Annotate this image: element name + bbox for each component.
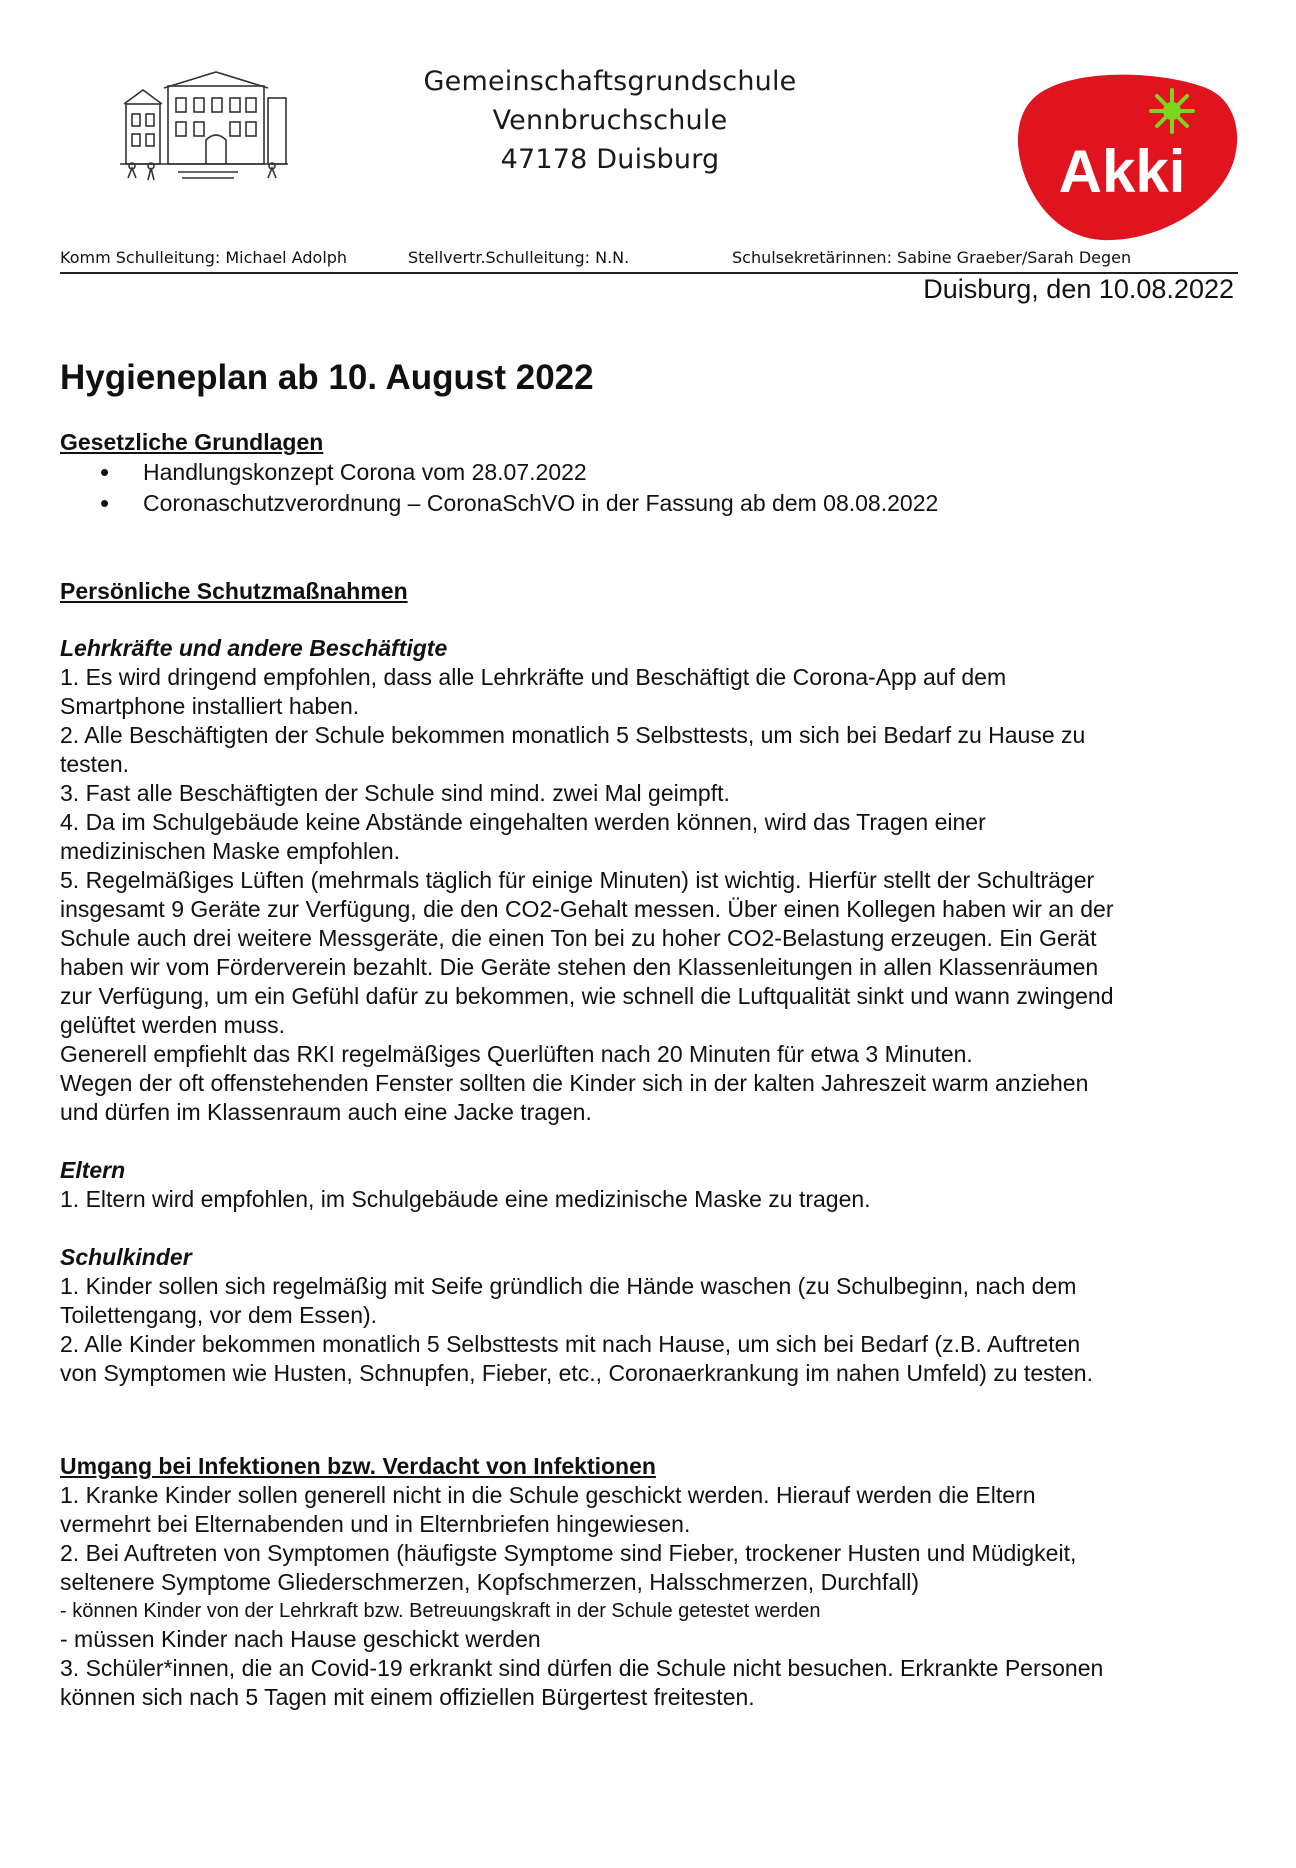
text-line: Schule auch drei weitere Messgeräte, die einen Ton bei zu hoher CO2-Belastung erzeugen. Ein Gerät [60,925,1097,951]
section-infections [60,1452,1240,1712]
school-address: 47178 Duisburg [500,144,720,175]
text-line: gelüftet werden muss. [60,1012,286,1038]
akki-logo [1010,66,1242,246]
text-line: 1. Eltern wird empfohlen, im Schulgebäude eine medizinische Maske zu tragen. [60,1186,871,1212]
school-building-logo [118,68,290,188]
document-body [60,356,1240,1712]
text-line: 3. Fast alle Beschäftigten der Schule sind mind. zwei Mal geimpft. [60,780,730,806]
text-line: und dürfen im Klassenraum auch eine Jacke tragen. [60,1099,592,1125]
legal-heading: Gesetzliche Grundlagen [60,429,324,455]
text-line: vermehrt bei Elternabenden und in Elternbriefen hingewiesen. [60,1511,691,1537]
parents-heading: Eltern [60,1157,126,1183]
text-line: zur Verfügung, um ein Gefühl dafür zu bekommen, wie schnell die Luftqualität sinkt und wann zwingend [60,983,1114,1009]
text-line: 1. Kinder sollen sich regelmäßig mit Seife gründlich die Hände waschen (zu Schulbeginn, nach dem [60,1273,1077,1299]
section-personal-protection [60,577,1240,1388]
children-heading: Schulkinder [60,1244,192,1270]
text-line: testen. [60,751,130,777]
text-line: - müssen Kinder nach Hause geschickt werden [60,1626,541,1652]
text-line: 2. Alle Beschäftigten der Schule bekommen monatlich 5 Selbsttests, um sich bei Bedarf zu Hause zu [60,722,1086,748]
list-item: • Handlungskonzept Corona vom 28.07.2022 [60,457,1240,488]
text-line: 3. Schüler*innen, die an Covid-19 erkrankt sind dürfen die Schule nicht besuchen. Erkrankte Personen [60,1655,1104,1681]
staff-heading: Lehrkräfte und andere Beschäftigte [60,635,448,661]
text-line: 2. Bei Auftreten von Symptomen (häufigste Symptome sind Fieber, trockener Husten und Müdigkeit, [60,1540,1077,1566]
text-line: - können Kinder von der Lehrkraft bzw. Betreuungskraft in der Schule getestet werden [60,1600,821,1622]
section-legal-basis [60,428,1240,519]
text-line: Smartphone installiert haben. [60,693,360,719]
text-line: seltenere Symptome Gliederschmerzen, Kopfschmerzen, Halsschmerzen, Durchfall) [60,1569,919,1595]
staff-line [60,248,1238,270]
text-line: Wegen der oft offenstehenden Fenster sollten die Kinder sich in der kalten Jahreszeit warm anziehen [60,1070,1089,1096]
text-line: 4. Da im Schulgebäude keine Abstände eingehalten werden können, wird das Tragen einer [60,809,986,835]
school-name: Vennbruchschule [492,105,728,136]
list-item: • Coronaschutzverordnung – CoronaSchVO in der Fassung ab dem 08.08.2022 [60,488,1240,519]
school-name-block [390,62,830,179]
akki-logo-text: Akki [1058,138,1186,205]
text-line: 1. Es wird dringend empfohlen, dass alle Lehrkräfte und Beschäftigt die Corona-App auf dem [60,664,1007,690]
text-line: haben wir vom Förderverein bezahlt. Die Geräte stehen den Klassenleitungen in allen Klassenräumen [60,954,1099,980]
infections-heading: Umgang bei Infektionen bzw. Verdacht von Infektionen [60,1453,656,1479]
text-line: medizinischen Maske empfohlen. [60,838,401,864]
document-title: Hygieneplan ab 10. August 2022 [60,358,594,397]
text-line: von Symptomen wie Husten, Schnupfen, Fieber, etc., Coronaerkrankung im nahen Umfeld) zu testen. [60,1360,1093,1386]
text-line: Toilettengang, vor dem Essen). [60,1302,378,1328]
personal-heading: Persönliche Schutzmaßnahmen [60,578,408,604]
deputy-principal: Stellvertr.Schulleitung: N.N. [408,248,630,267]
text-line: 1. Kranke Kinder sollen generell nicht in die Schule geschickt werden. Hierauf werden die Eltern [60,1482,1036,1508]
text-line: 5. Regelmäßiges Lüften (mehrmals täglich für einige Minuten) ist wichtig. Hierfür stellt der Schulträger [60,867,1095,893]
secretaries: Schulsekretärinnen: Sabine Graeber/Sarah Degen [732,248,1132,267]
principal: Komm Schulleitung: Michael Adolph [60,248,348,267]
legal-list [60,457,1240,519]
text-line: insgesamt 9 Geräte zur Verfügung, die den CO2-Gehalt messen. Über einen Kollegen haben wir an der [60,896,1114,922]
text-line: 2. Alle Kinder bekommen monatlich 5 Selbsttests mit nach Hause, um sich bei Bedarf (z.B. Auftreten [60,1331,1081,1357]
text-line: Generell empfiehlt das RKI regelmäßiges Querlüften nach 20 Minuten für etwa 3 Minuten. [60,1041,973,1067]
text-line: können sich nach 5 Tagen mit einem offiziellen Bürgertest freitesten. [60,1684,755,1710]
school-type: Gemeinschaftsgrundschule [423,66,797,97]
date-line: Duisburg, den 10.08.2022 [923,274,1234,304]
